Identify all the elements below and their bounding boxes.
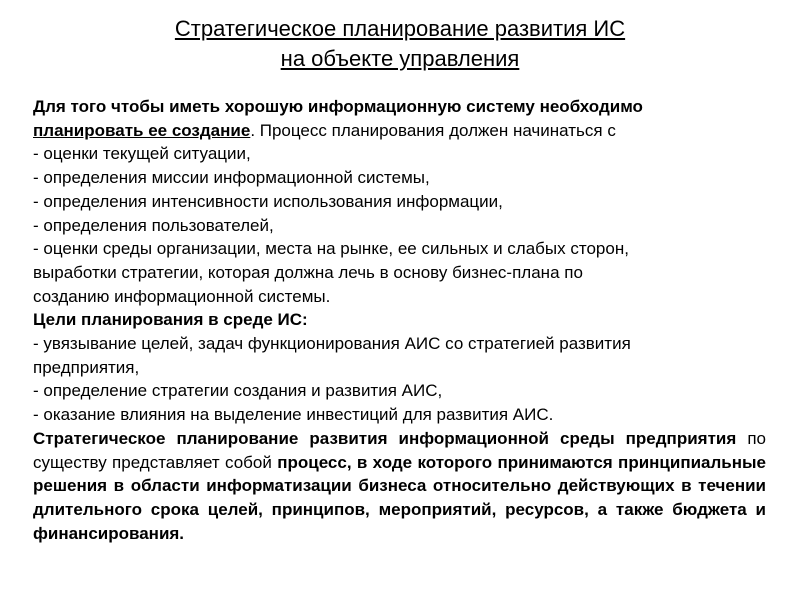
title-line-1: Стратегическое планирование развития ИС (174, 16, 626, 41)
body-text (33, 95, 766, 545)
intro-rest: . Процесс планирования должен начинаться с (250, 120, 616, 140)
final-normal: по существу представляет собой (33, 428, 766, 472)
final-bold-2: процесс, в ходе которого принимаются принципиальные решения в области информатизации бизнеса относительно действующих в течении длительного срока целей, принципов, мероприятий, ресурсов, а также бюджета и финансирования. (33, 452, 766, 543)
intro-line-2 (33, 119, 766, 143)
final-paragraph (33, 427, 766, 546)
list-item: - определения миссии информационной системы, (33, 168, 430, 188)
goal-item: предприятия, (33, 357, 140, 377)
final-bold-1: Стратегическое планирование развития информационной среды предприятия (33, 428, 737, 448)
list-item: - оценки среды организации, места на рынке, ее сильных и слабых сторон, (33, 239, 629, 259)
list-item: - определения интенсивности использования информации, (33, 191, 503, 211)
page-title (0, 14, 800, 74)
goal-item: - определение стратегии создания и развития АИС, (33, 381, 443, 401)
goal-item: - увязывание целей, задач функционирования АИС со стратегией развития (33, 334, 631, 354)
list-item: - оценки текущей ситуации, (33, 144, 251, 164)
list-item: - определения пользователей, (33, 215, 274, 235)
list-item: выработки стратегии, которая должна лечь в основу бизнес-плана по (33, 262, 583, 282)
title-line-2: на объекте управления (280, 46, 520, 71)
goals-heading: Цели планирования в среде ИС: (33, 310, 308, 330)
intro-emphasis: планировать ее создание (33, 120, 251, 140)
goal-item: - оказание влияния на выделение инвестиций для развития АИС. (33, 405, 554, 425)
list-item: созданию информационной системы. (33, 286, 331, 306)
intro-line-1: Для того чтобы иметь хорошую информационную систему необходимо (33, 97, 643, 116)
